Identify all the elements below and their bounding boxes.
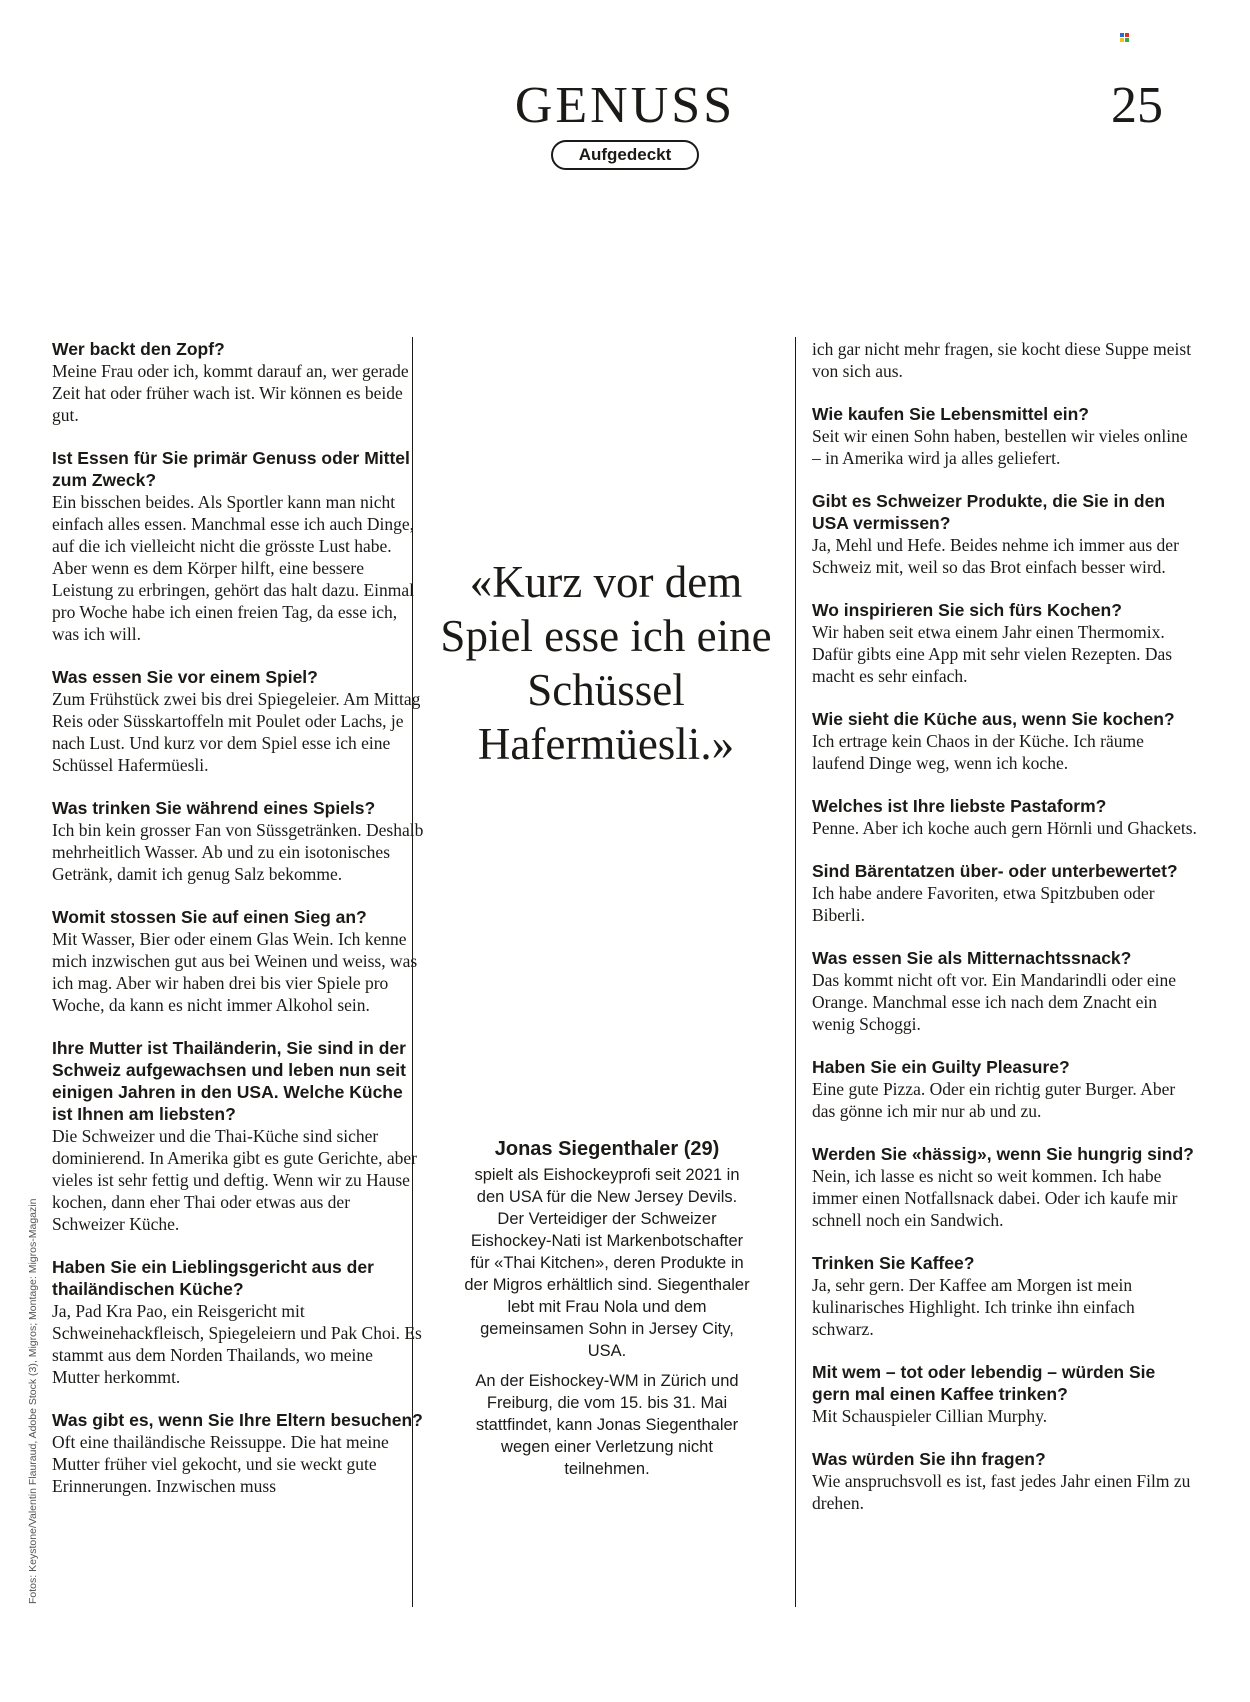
answer: Mit Schauspieler Cillian Murphy.: [812, 1406, 1048, 1426]
question: Wer backt den Zopf?: [52, 339, 225, 359]
answer: Wie anspruchsvoll es ist, fast jedes Jahr einen Film zu drehen.: [812, 1471, 1191, 1513]
bio-box: [462, 1136, 752, 1488]
subsection-badge: Aufgedeckt: [551, 140, 700, 170]
answer: Mit Wasser, Bier oder einem Glas Wein. Ich kenne mich inzwischen gut aus bei Weinen und weiss, was ich mag. Aber wir haben drei bis vier Spiele pro Woche, da kann es nicht immer Alkohol sein.: [52, 929, 418, 1015]
question: Ist Essen für Sie primär Genuss oder Mittel zum Zweck?: [52, 448, 410, 490]
qa-block: [812, 947, 1197, 1035]
qa-block: [812, 490, 1197, 578]
question: Haben Sie ein Lieblingsgericht aus der thailändischen Küche?: [52, 1257, 374, 1299]
qa-block: [812, 795, 1197, 839]
question: Ihre Mutter ist Thailänderin, Sie sind in der Schweiz aufgewachsen und leben nun seit einigen Jahren in den USA. Welche Küche ist Ihnen am liebsten?: [52, 1038, 406, 1124]
answer: Ein bisschen beides. Als Sportler kann man nicht einfach alles essen. Manchmal esse ich auch Dinge, auf die ich vielleicht nicht die grösste Lust habe. Aber wenn es dem Körper hilft, eine bessere Leistung zu erbringen, gehört das halt dazu. Einmal pro Woche habe ich einen freien Tag, da esse ich, was ich will.: [52, 492, 415, 644]
answer: Das kommt nicht oft vor. Ein Mandarindli oder eine Orange. Manchmal esse ich nach dem Znacht ein wenig Schoggi.: [812, 970, 1177, 1034]
question: Wo inspirieren Sie sich fürs Kochen?: [812, 600, 1122, 620]
qa-block: [52, 1409, 424, 1497]
question: Wie kaufen Sie Lebensmittel ein?: [812, 404, 1089, 424]
masthead: [0, 78, 1250, 170]
answer: Penne. Aber ich koche auch gern Hörnli und Ghackets.: [812, 818, 1197, 838]
page-number: 25: [1111, 77, 1163, 134]
left-column: [52, 338, 424, 1518]
color-mark-icon: [1120, 33, 1129, 42]
pull-quote: «Kurz vor dem Spiel esse ich eine Schüssel Hafermüesli.»: [440, 557, 772, 769]
answer: Ja, sehr gern. Der Kaffee am Morgen ist mein kulinarisches Highlight. Ich trinke ihn einfach schwarz.: [812, 1275, 1135, 1339]
answer: Wir haben seit etwa einem Jahr einen Thermomix. Dafür gibts eine App mit sehr vielen Rezepten. Das macht es sehr einfach.: [812, 622, 1173, 686]
answer: Seit wir einen Sohn haben, bestellen wir vieles online – in Amerika wird ja alles geliefert.: [812, 426, 1188, 468]
qa-block: [812, 1361, 1197, 1427]
qa-block: [52, 447, 424, 645]
answer: Oft eine thailändische Reissuppe. Die hat meine Mutter früher viel gekocht, und sie weckt gute Erinnerungen. Inzwischen muss: [52, 1432, 389, 1496]
qa-block: [812, 1448, 1197, 1514]
question: Was essen Sie vor einem Spiel?: [52, 667, 318, 687]
answer: Eine gute Pizza. Oder ein richtig guter Burger. Aber das gönne ich mir nur ab und zu.: [812, 1079, 1176, 1121]
question: Was essen Sie als Mitternachtssnack?: [812, 948, 1132, 968]
photo-credit: Fotos: Keystone/Valentin Flauraud, Adobe Stock (3), Migros; Montage: Migros-Magazin: [27, 1198, 39, 1604]
qa-block: [52, 1037, 424, 1235]
answer: Ich bin kein grosser Fan von Süssgetränken. Deshalb mehrheitlich Wasser. Ab und zu ein isotonisches Getränk, damit ich genug Salz bekomme.: [52, 820, 424, 884]
section-title: GENUSS: [514, 77, 736, 134]
bio-name: Jonas Siegenthaler (29): [494, 1138, 720, 1160]
qa-block: [812, 1143, 1197, 1231]
qa-block: [52, 906, 424, 1016]
column-divider: [795, 337, 796, 1607]
answer: Ich ertrage kein Chaos in der Küche. Ich räume laufend Dinge weg, wenn ich koche.: [812, 731, 1144, 773]
question: Sind Bärentatzen über- oder unterbewertet?: [812, 861, 1178, 881]
answer: Ja, Mehl und Hefe. Beides nehme ich immer aus der Schweiz mit, weil so das Brot einfach besser wird.: [812, 535, 1179, 577]
bio-paragraph: spielt als Eishockeyprofi seit 2021 in den USA für die New Jersey Devils. Der Verteidiger der Schweizer Eishockey-Nati ist Markenbotschafter für «Thai Kitchen», deren Produkte in der Migros erhältlich sind. Siegenthaler lebt mit Frau Nola und dem gemeinsamen Sohn in Jersey City, USA.: [464, 1166, 750, 1360]
right-column: [812, 338, 1197, 1535]
qa-block: [812, 1252, 1197, 1340]
qa-block: [52, 797, 424, 885]
answer: ich gar nicht mehr fragen, sie kocht diese Suppe meist von sich aus.: [812, 339, 1192, 381]
question: Was gibt es, wenn Sie Ihre Eltern besuchen?: [52, 1410, 423, 1430]
question: Haben Sie ein Guilty Pleasure?: [812, 1057, 1070, 1077]
answer: Ich habe andere Favoriten, etwa Spitzbuben oder Biberli.: [812, 883, 1155, 925]
qa-block: [812, 708, 1197, 774]
answer: Ja, Pad Kra Pao, ein Reisgericht mit Schweinehackfleisch, Spiegeleiern und Pak Choi. Es stammt aus dem Norden Thailands, wo meine Mutter herkommt.: [52, 1301, 422, 1387]
question: Werden Sie «hässig», wenn Sie hungrig sind?: [812, 1144, 1194, 1164]
qa-block: [812, 1056, 1197, 1122]
question: Was trinken Sie während eines Spiels?: [52, 798, 376, 818]
answer: Nein, ich lasse es nicht so weit kommen. Ich habe immer einen Notfallsnack dabei. Oder ich kaufe mir schnell noch ein Sandwich.: [812, 1166, 1178, 1230]
question: Gibt es Schweizer Produkte, die Sie in den USA vermissen?: [812, 491, 1166, 533]
qa-block: [52, 338, 424, 426]
question: Was würden Sie ihn fragen?: [812, 1449, 1046, 1469]
qa-block: [52, 1256, 424, 1388]
question: Mit wem – tot oder lebendig – würden Sie gern mal einen Kaffee trinken?: [812, 1362, 1156, 1404]
question: Welches ist Ihre liebste Pastaform?: [812, 796, 1107, 816]
question: Wie sieht die Küche aus, wenn Sie kochen?: [812, 709, 1175, 729]
bio-paragraph: An der Eishockey-WM in Zürich und Freiburg, die vom 15. bis 31. Mai stattfindet, kann Jonas Siegenthaler wegen einer Verletzung nicht teilnehmen.: [475, 1372, 739, 1478]
column-divider: [412, 337, 413, 1607]
answer: Zum Frühstück zwei bis drei Spiegeleier. Am Mittag Reis oder Süsskartoffeln mit Poulet oder Lachs, je nach Lust. Und kurz vor dem Spiel esse ich eine Schüssel Hafermüesli.: [52, 689, 421, 775]
answer: Meine Frau oder ich, kommt darauf an, wer gerade Zeit hat oder früher wach ist. Wir können es beide gut.: [52, 361, 409, 425]
question: Trinken Sie Kaffee?: [812, 1253, 975, 1273]
qa-block: [52, 666, 424, 776]
question: Womit stossen Sie auf einen Sieg an?: [52, 907, 367, 927]
qa-block: [812, 338, 1197, 382]
qa-block: [812, 403, 1197, 469]
qa-block: [812, 860, 1197, 926]
qa-block: [812, 599, 1197, 687]
answer: Die Schweizer und die Thai-Küche sind sicher dominierend. In Amerika gibt es gute Gerichte, aber vieles ist sehr fettig und deftig. Wenn wir zu Hause kochen, dann eher Thai oder etwas aus der Schweizer Küche.: [52, 1126, 417, 1234]
